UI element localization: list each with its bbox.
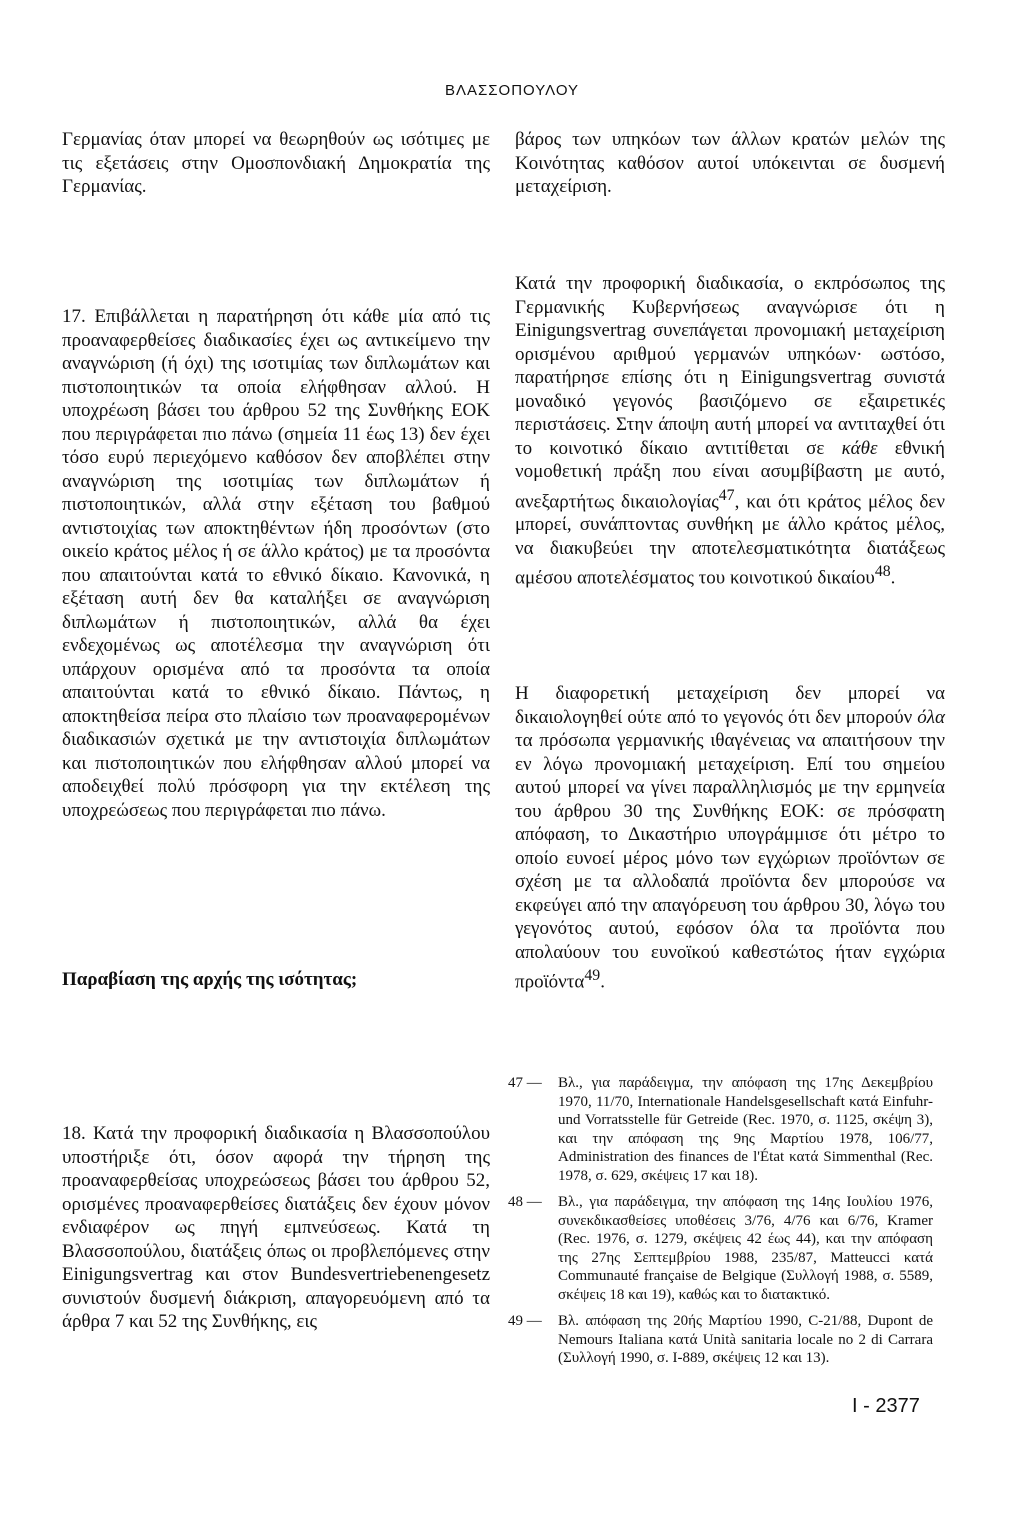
text-run: εθνική νομοθετική πράξη που είναι ασυμβίβαστη με αυτό, ανεξαρτήτως δικαιολογίας	[515, 437, 945, 512]
text-run: Κατά την προφορική διαδικασία, ο εκπρόσωπος της Γερμανικής Κυβερνήσεως αναγνώρισε ότι η Einigungsvertrag συνεπάγεται προνομιακή μεταχείριση ορισμένου αριθμού γερμανών υπηκόων· ωστόσο, παρατήρησε επίσης ότι η Einigungsvertrag συνιστά μοναδικό γεγονός βασιζόμενο σε εξαιρετικές περιστάσεις. Στην άποψη αυτή μπορεί να αντιταχθεί ότι το κοινοτικό δίκαιο αντιτίθεται σε	[515, 273, 945, 459]
footnote-ref-49: 49	[584, 967, 601, 984]
footnote-text: Βλ. απόφαση της 20ής Μαρτίου 1990, C-21/88, Dupont de Nemours Italiana κατά Unità sanitaria locale no 2 di Carrara (Συλλογή 1990, σ. I-889, σκέψεις 12 και 13).	[558, 1313, 933, 1366]
footnote-48	[508, 1193, 933, 1304]
emphasis: κάθε	[841, 437, 878, 459]
footnote-47	[508, 1074, 933, 1185]
footnote-ref-47: 47	[718, 486, 735, 504]
text-run: .	[600, 971, 605, 993]
emphasis: όλα	[917, 706, 945, 728]
paragraph: βάρος των υπηκόων των άλλων κρατών μελών της Κοινότητας καθόσον αυτοί υπόκεινται σε δυσμενή μεταχείριση.	[515, 129, 945, 197]
text-run: .	[890, 567, 896, 589]
paragraph: Γερμανίας όταν μπορεί να θεωρηθούν ως ισότιμες με τις εξετάσεις στην Ομοσπονδιακή Δημοκρατία της Γερμανίας.	[62, 129, 490, 197]
paragraph-government-argument	[515, 272, 945, 590]
footnote-ref-48: 48	[874, 563, 891, 581]
footnote-text: Βλ., για παράδειγμα, την απόφαση της 14ης Ιουλίου 1976, συνεκδικασθείσες υποθέσεις 3/76, 4/76 και 6/76, Kramer (Rec. 1976, σ. 1279, σκέψεις 42 έως 44), και την απόφαση της 27ης Σεπτεμβρίου 1988, 235/87, Matteucci κατά Communauté française de Belgique (Συλλογή 1988, σ. 5589, σκέψεις 18 και 19), καθώς και το διατακτικό.	[558, 1194, 933, 1303]
paragraph	[515, 682, 945, 994]
paragraph: 17. Επιβάλλεται η παρατήρηση ότι κάθε μία από τις προαναφερθείσες διαδικασίες έχει ως αντικείμενο την αναγνώριση (ή όχι) της ισοτιμίας των διπλωμάτων και πιστοποιητικών τα οποία ελήφθησαν αλλού. Η υποχρέωση βάσει του άρθρου 52 της Συνθήκης ΕΟΚ που περιγράφεται πιο πάνω (σημεία 11 έως 13) δεν έχει τόσο ευρύ περιεχόμενο καθόσον δεν αποβλέπει στην αναγνώριση της ισοτιμίας των διπλωμάτων ή πιστοποιητικών, αλλά στην εξέταση του βαθμού αντιστοιχίας των αποκτηθέντων ήδη προσόντων (στο οικείο κράτος μέλος ή σε άλλο κράτος) με τα προσόντα που απαιτούνται κατά το εθνικό δίκαιο. Κανονικά, η εξέταση αυτή δεν θα καταλήξει σε αναγνώριση διπλωμάτων ή πιστοποιητικών, αλλά θα έχει ενδεχομένως ως αποτέλεσμα την αναγνώριση ότι υπάρχουν ορισμένα από τα προσόντα τα οποία απαιτούνται κατά το εθνικό δίκαιο. Πάντως, η αποκτηθείσα πείρα στο πλαίσιο των προαναφερομένων διαδικασιών σχετικά με την αντιστοιχία διπλωμάτων και πιστοποιητικών που ελήφθησαν αλλού μπορεί να αποδειχθεί πολύ πρόσφορη για την εκτέλεση της υποχρεώσεως που περιγράφεται πιο πάνω.	[62, 306, 490, 821]
footnote-number: 48 —	[508, 1194, 542, 1210]
footnote-number: 47 —	[508, 1075, 542, 1091]
footnote-number: 49 —	[508, 1313, 542, 1329]
paragraph: 18. Κατά την προφορική διαδικασία η Βλασσοπούλου υποστήριξε ότι, όσον αφορά την τήρηση της προαναφερθείσας υποχρεώσεως βάσει του άρθρου 52, ορισμένες προαναφερθείσες διατάξεις δεν έχουν μόνον ενδιαφέρον ως πηγή εμπνεύσεως. Κατά τη Βλασσοπούλου, διατάξεις όπως οι προβλεπόμενες στην Einigungsvertrag και στον Bundesvertriebenengesetz συνιστούν δυσμενή διάκριση, απαγορευόμενη από τα άρθρα 7 και 52 της Συνθήκης, εις	[62, 1123, 490, 1332]
section-heading: Παραβίαση της αρχής της ισότητας;	[62, 969, 358, 990]
running-head: ΒΛΑΣΣΟΠΟΥΛΟΥ	[444, 82, 580, 99]
paragraph-differential-treatment	[515, 682, 945, 994]
paragraph-17	[62, 305, 490, 822]
paragraph	[515, 272, 945, 590]
text-run: Η διαφορετική μεταχείριση δεν μπορεί να δικαιολογηθεί ούτε από το γεγονός ότι δεν μπορούν	[515, 683, 945, 728]
footnote-text: Βλ., για παράδειγμα, την απόφαση της 17ης Δεκεμβρίου 1970, 11/70, Internationale Handelsgesellschaft κατά Einfuhr- und Vorratsstelle für Getreide (Rec. 1970, σ. 1125, σκέψη 3), και την απόφαση της 9ης Μαρτίου 1978, 106/77, Administration des finances de l'État κατά Simmenthal (Rec. 1978, σ. 629, σκέψεις 17 και 18).	[558, 1075, 933, 1184]
text-run: τα πρόσωπα γερμανικής ιθαγένειας να απαιτήσουν την εν λόγω προνομιακή μεταχείριση. Επί του σημείου αυτού μπορεί να γίνει παραλληλισμός με την ερμηνεία του άρθρου 30 της Συνθήκης ΕΟΚ: σε πρόσφατη απόφαση, το Δικαστήριο υπογράμμισε ότι μέτρο το οποίο ευνοεί μέρος μόνο των εγχώριων προϊόντων σε σχέση με τα αλλοδαπά προϊόντα δεν μπορούσε να εκφεύγει από την απαγόρευση του άρθρου 30, λόγω του γεγονότος αυτού, εφόσον όλα τα προϊόντα που απολαύουν του ευνοϊκού καθεστώτος ήταν εγχώρια προϊόντα	[515, 730, 945, 993]
text-run: , και ότι κράτος μέλος δεν μπορεί, συνάπτοντας συνθήκη με άλλο κράτος μέλος, να διακυβεύει την αποτελεσματικότητα διατάξεως αμέσου αποτελέσματος του κοινοτικού δικαίου	[515, 490, 945, 589]
footnotes	[508, 1074, 933, 1376]
page-number: I - 2377	[852, 1395, 920, 1417]
footnote-49	[508, 1312, 933, 1368]
paragraph-18	[62, 1122, 490, 1334]
right-continuation	[515, 128, 945, 199]
left-continuation	[62, 128, 490, 199]
